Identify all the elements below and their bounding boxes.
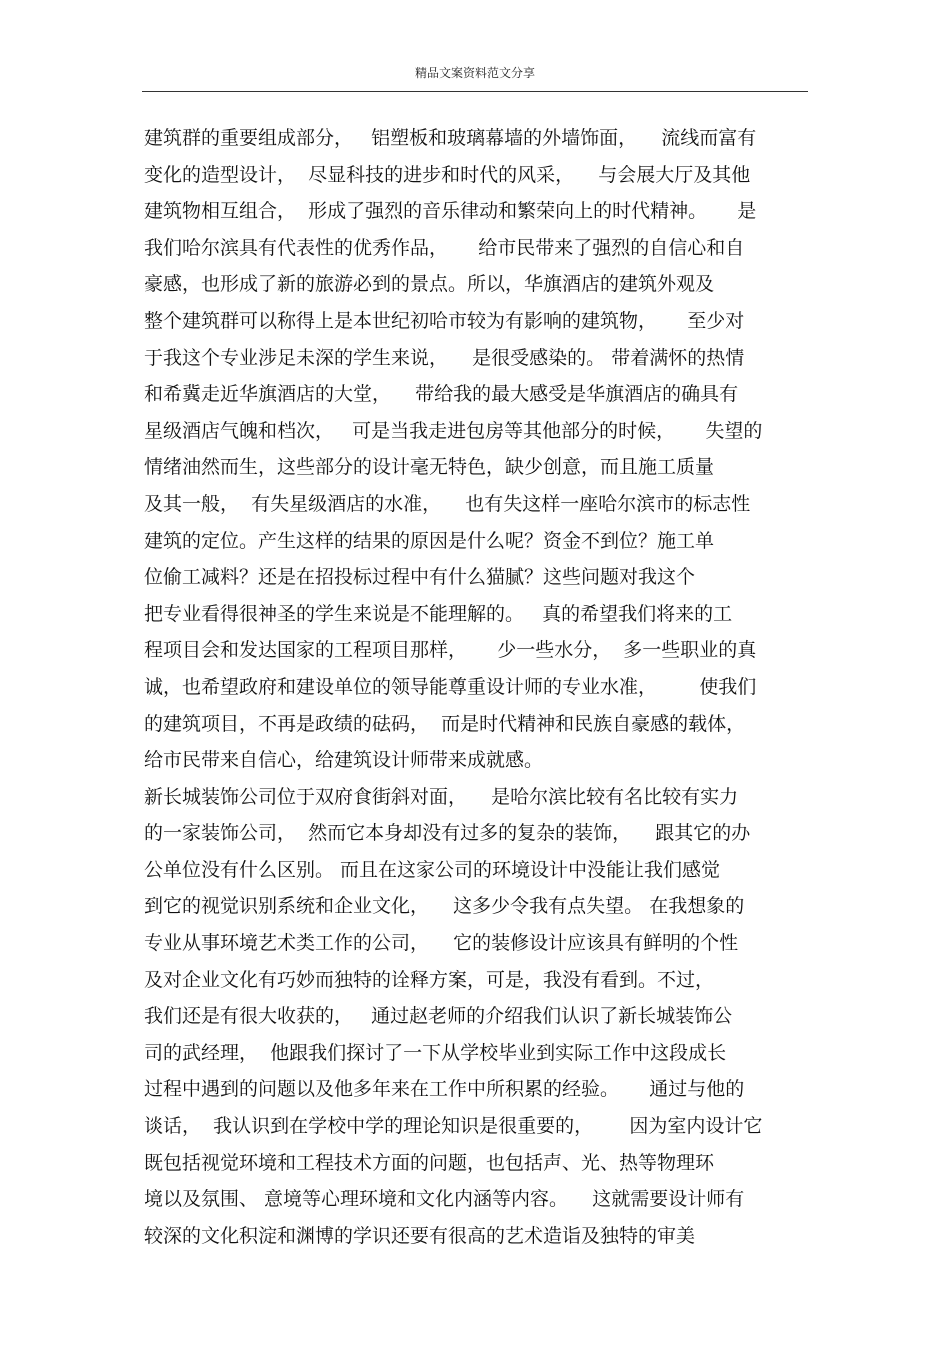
text-line: 程项目会和发达国家的工程项目那样， 少一些水分， 多一些职业的真 bbox=[144, 639, 757, 662]
page-header-title: 精品文案资料范文分享 bbox=[414, 66, 535, 80]
text-line: 我们还是有很大收获的， 通过赵老师的介绍我们认识了新长城装饰公 bbox=[144, 1005, 733, 1028]
text-line: 情绪油然而生，这些部分的设计毫无特色，缺少创意，而且施工质量 bbox=[144, 456, 715, 479]
text-line: 谈话， 我认识到在学校中学的理论知识是很重要的， 因为室内设计它 bbox=[144, 1115, 763, 1138]
text-line: 司的武经理， 他跟我们探讨了一下从学校毕业到实际工作中这段成长 bbox=[144, 1041, 727, 1064]
text-line: 和希冀走近华旗酒店的大堂， 带给我的最大感受是华旗酒店的确具有 bbox=[144, 383, 739, 406]
header-divider bbox=[142, 91, 808, 92]
text-line: 变化的造型设计， 尽显科技的进步和时代的风采， 与会展大厅及其他 bbox=[144, 163, 751, 186]
text-line: 境以及氛围、 意境等心理环境和文化内涵等内容。 这就需要设计师有 bbox=[144, 1188, 745, 1211]
text-line: 诚，也希望政府和建设单位的领导能尊重设计师的专业水准， 使我们 bbox=[144, 675, 757, 698]
text-line: 到它的视觉识别系统和企业文化， 这多少令我有点失望。 在我想象的 bbox=[144, 895, 745, 918]
text-line: 较深的文化积淀和渊博的学识还要有很高的艺术造诣及独特的审美 bbox=[144, 1224, 696, 1247]
text-line: 豪感，也形成了新的旅游必到的景点。所以，华旗酒店的建筑外观及 bbox=[144, 273, 715, 296]
text-line: 于我这个专业涉足未深的学生来说， 是很受感染的。 带着满怀的热情 bbox=[144, 346, 745, 369]
body-text bbox=[144, 120, 814, 1254]
text-line: 建筑物相互组合， 形成了强烈的音乐律动和繁荣向上的时代精神。 是 bbox=[144, 200, 757, 223]
text-line: 把专业看得很神圣的学生来说是不能理解的。 真的希望我们将来的工 bbox=[144, 602, 733, 625]
text-line: 我们哈尔滨具有代表性的优秀作品， 给市民带来了强烈的自信心和自 bbox=[144, 236, 745, 259]
text-line: 整个建筑群可以称得上是本世纪初哈市较为有影响的建筑物， 至少对 bbox=[144, 309, 745, 332]
text-line: 建筑群的重要组成部分， 铝塑板和玻璃幕墙的外墙饰面， 流线而富有 bbox=[144, 127, 757, 149]
text-line: 位偷工减料？还是在招投标过程中有什么猫腻？这些问题对我这个 bbox=[144, 566, 696, 589]
text-line: 的一家装饰公司， 然而它本身却没有过多的复杂的装饰， 跟其它的办 bbox=[144, 822, 751, 845]
text-line: 及对企业文化有巧妙而独特的诠释方案，可是，我没有看到。不过， bbox=[144, 968, 715, 991]
text-line: 过程中遇到的问题以及他多年来在工作中所积累的经验。 通过与他的 bbox=[144, 1078, 745, 1101]
text-line: 的建筑项目，不再是政绩的砝码， 而是时代精神和民族自豪感的载体， bbox=[144, 712, 746, 735]
text-line: 既包括视觉环境和工程技术方面的问题，也包括声、光、热等物理环 bbox=[144, 1151, 715, 1174]
text-line: 及其一般， 有失星级酒店的水准， 也有失这样一座哈尔滨市的标志性 bbox=[144, 492, 751, 515]
text-line: 专业从事环境艺术类工作的公司， 它的装修设计应该具有鲜明的个性 bbox=[144, 932, 739, 955]
text-line: 新长城装饰公司位于双府食街斜对面， 是哈尔滨比较有名比较有实力 bbox=[144, 785, 739, 808]
text-line: 星级酒店气魄和档次， 可是当我走进包房等其他部分的时候， 失望的 bbox=[144, 419, 763, 442]
text-line: 建筑的定位。产生这样的结果的原因是什么呢？资金不到位？施工单 bbox=[144, 529, 715, 552]
text-line: 公单位没有什么区别。 而且在这家公司的环境设计中没能让我们感觉 bbox=[144, 858, 721, 881]
text-line: 给市民带来自信心，给建筑设计师带来成就感。 bbox=[144, 749, 544, 772]
